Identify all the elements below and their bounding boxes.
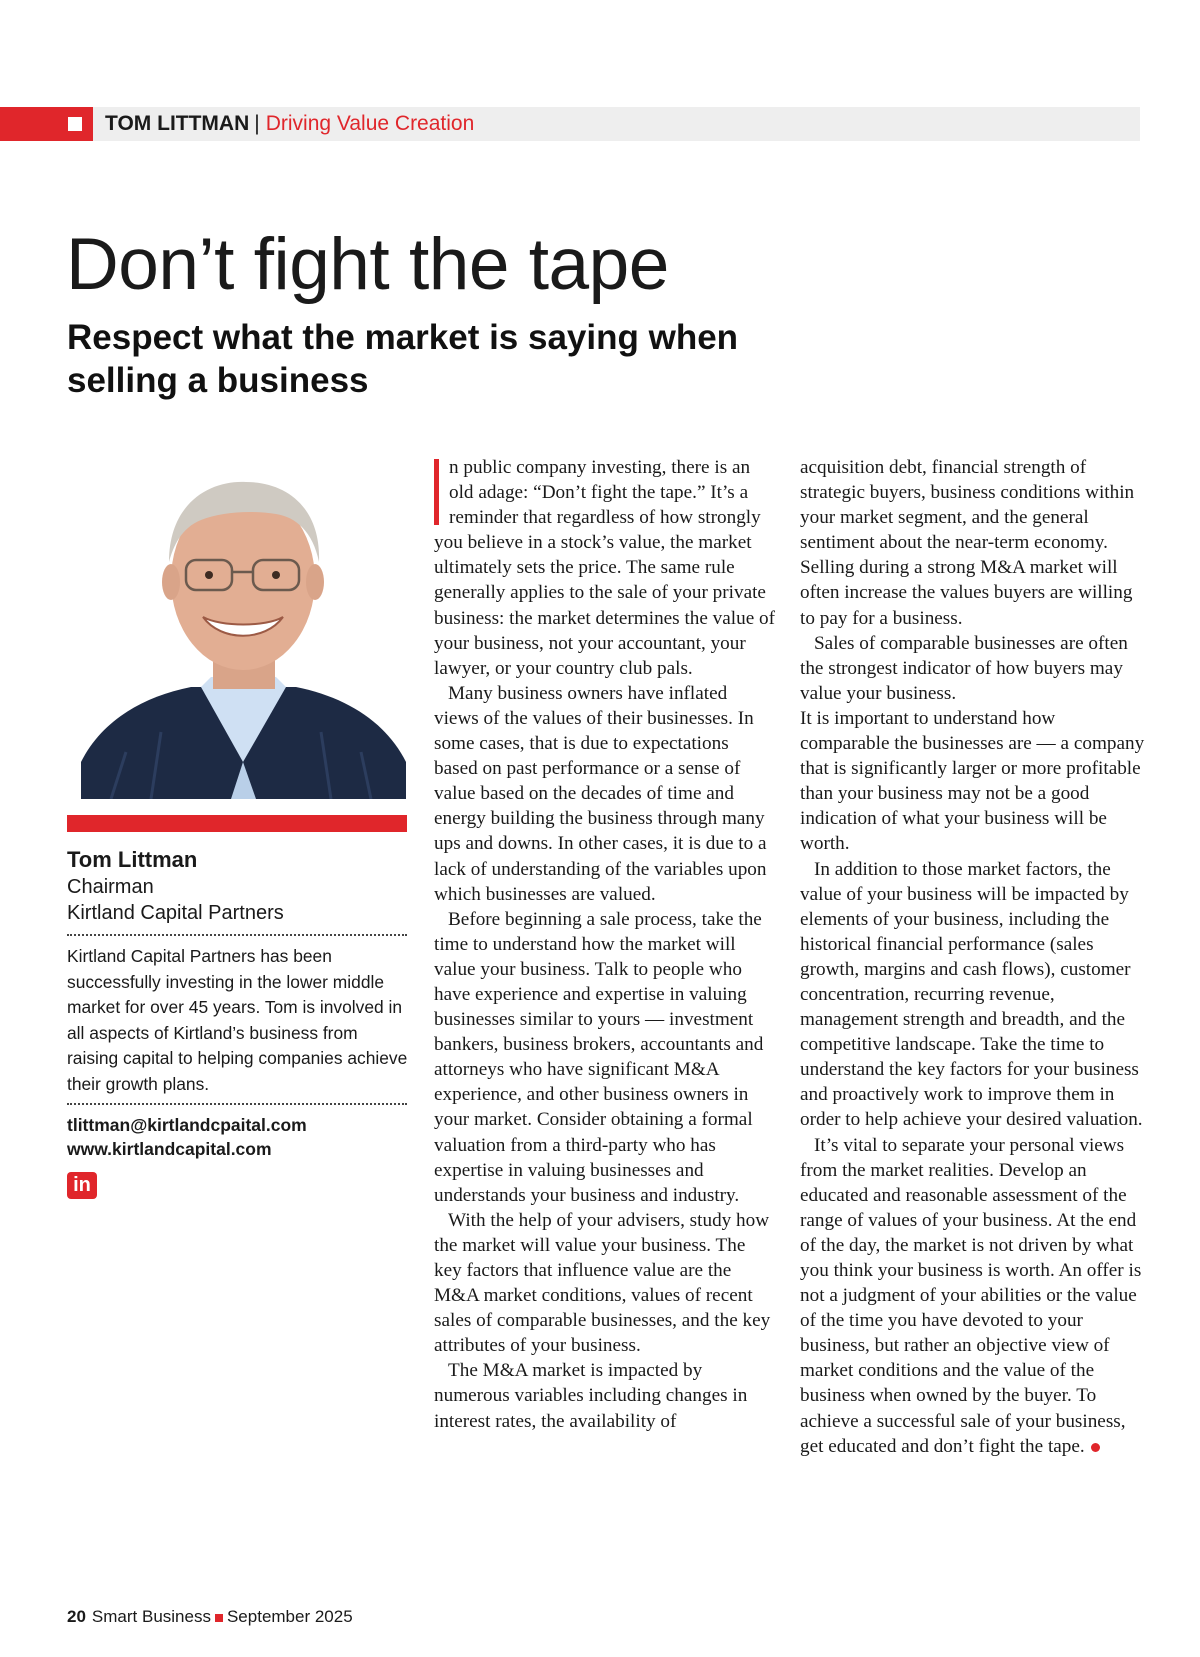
email-link[interactable]: tlittman@kirtlandcpaital.com [67, 1115, 307, 1135]
bio-company: Kirtland Capital Partners [67, 902, 284, 924]
issue-date: September 2025 [226, 1607, 353, 1626]
article-paragraph [800, 1133, 1145, 1459]
bio-text: Kirtland Capital Partners has been successfully investing in the lower middle market for over 45 years. Tom is involved in all aspects of Kirtland’s business from raising capital to helping companies achieve their growth plans. [67, 946, 408, 1094]
article-paragraph: In addition to those market factors, the value of your business will be impacted by elements of your business, including the historical financial performance (sales growth, margins and cash flows), customer concentration, recurring revenue, management strength and breadth, and the competitive landscape. Take the time to understand the key factors for your business and proactively work to improve them in order to help achieve your desired valuation. [800, 858, 1143, 1131]
page-footer [67, 1606, 353, 1628]
drop-cap-bar [434, 459, 439, 525]
headline: Don’t fight the tape [66, 224, 669, 305]
footer-separator-icon [215, 1614, 223, 1622]
article-paragraph: With the help of your advisers, study how the market will value your business. The key factors that influence value are the M&A market conditions, values of recent sales of comparable businesses, and the key attributes of your business. [434, 1209, 771, 1357]
article-paragraph [434, 455, 776, 681]
divider [67, 934, 407, 936]
divider [67, 1103, 407, 1105]
header-band [0, 107, 1140, 141]
header-separator: | [254, 112, 260, 135]
article-column-1 [434, 455, 776, 1434]
publication-name: Smart Business [91, 1607, 211, 1626]
header-author: TOM LITTMAN [105, 112, 250, 135]
header-label [105, 107, 474, 141]
page-number: 20 [67, 1607, 86, 1626]
website-link[interactable]: www.kirtlandcapital.com [67, 1139, 272, 1159]
square-icon [68, 117, 82, 131]
article-column-2 [800, 455, 1145, 1459]
bio-title: Chairman [67, 876, 154, 898]
article-paragraph: Sales of comparable businesses are often the strongest indicator of how buyers may value your business. [800, 632, 1128, 704]
article-paragraph: Before beginning a sale process, take the time to understand how the market will value your business. Talk to people who have experience and expertise in valuing businesses similar to yours — investment bankers, business brokers, accountants and attorneys who have significant M&A experience, and other business owners in your market. Consider obtaining a formal valuation from a third-party who has expertise in valuing businesses and understands your business and industry. [434, 908, 764, 1206]
article-paragraph: The M&A market is impacted by numerous variables including changes in interest rates, the availability of [434, 1360, 748, 1432]
author-photo [81, 462, 406, 799]
linkedin-icon[interactable]: in [67, 1172, 97, 1199]
header-section: Driving Value Creation [265, 112, 475, 135]
article-paragraph: Many business owners have inflated views of the values of their businesses. In some cases, that is due to expectations based on past performance or a sense of value based on the decades of time and energy building the business through many ups and downs. In other cases, it is due to a lack of understanding of the variables upon which businesses are valued. [434, 682, 767, 905]
paragraph-text: n public company investing, there is an old adage: “Don’t fight the tape.” It’s a reminder that regardless of how strongly you believe in a stock’s value, the market ultimately sets the price. The same rule generally applies to the sale of your private business: the market determines the value of your business, not your accountant, your lawyer, or your country club pals. [434, 457, 776, 679]
article-paragraph: It is important to understand how comparable the businesses are — a company that is significantly larger or more profitable than your business may not be a good indication of what your business will be worth. [800, 707, 1145, 855]
end-bullet-icon [1091, 1443, 1100, 1452]
paragraph-text: It’s vital to separate your personal views from the market realities. Develop an educated and reasonable assessment of the range of values of your business. At the end of the day, the market is not driven by what you think your business is worth. An offer is not a judgment of your abilities or the value of the time you have devoted to your business, but rather an objective view of market conditions and the value of the business when owned by the buyer. To achieve a successful sale of your business, get educated and don’t fight the tape. [800, 1134, 1142, 1457]
bio-name: Tom Littman [67, 847, 198, 872]
article-paragraph: acquisition debt, financial strength of strategic buyers, business conditions within your market segment, and the general sentiment about the near-term economy. Selling during a strong M&A market will often increase the values buyers are willing to pay for a business. [800, 457, 1135, 629]
sidebar-red-bar [67, 815, 407, 832]
dek: Respect what the market is saying when selling a business [67, 318, 739, 400]
